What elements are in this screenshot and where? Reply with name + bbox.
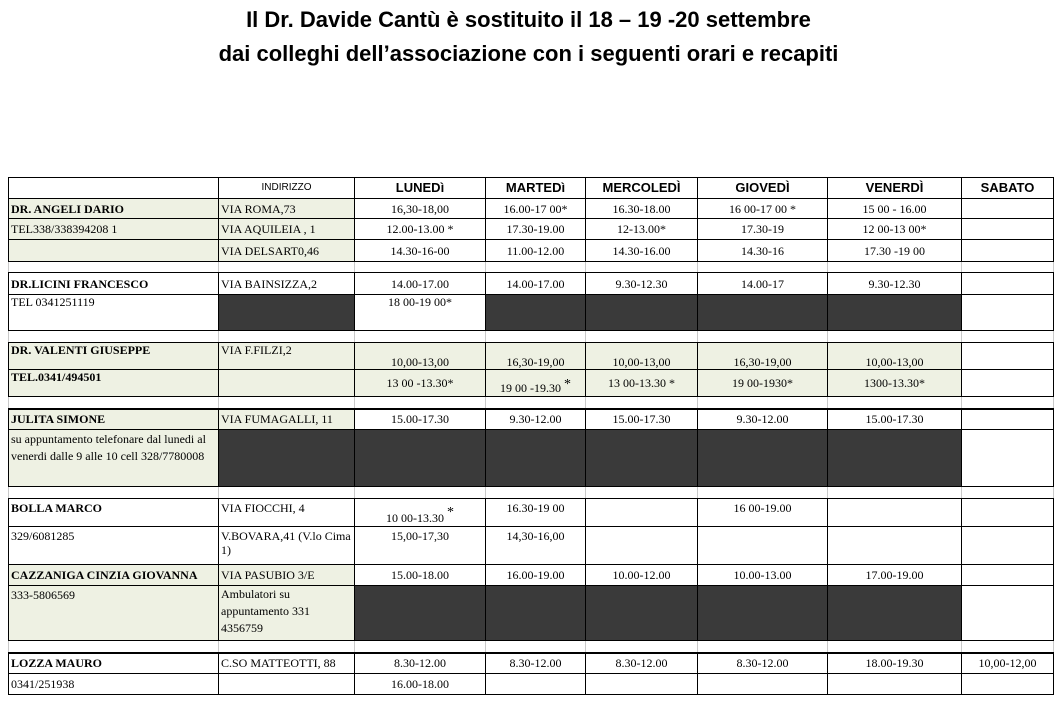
- hours-martedi: 14.00-17.00: [486, 273, 586, 295]
- shaded-cell: [828, 430, 962, 487]
- table-row: [9, 499, 1054, 527]
- doctor-name: DR. VALENTI GIUSEPPE: [9, 343, 219, 370]
- appointment-note: Ambulatori su appuntamento 331 4356759: [219, 586, 355, 641]
- spacer-row: [9, 487, 1054, 499]
- header-sabato: SABATO: [962, 178, 1054, 199]
- hours-lunedi: 8.30-12.00: [355, 653, 486, 674]
- hours-venerdi: 10,00-13,00: [828, 343, 962, 370]
- hours-mercoledi: 10.00-12.00: [586, 565, 698, 586]
- hours-lunedi: 14.30-16-00: [355, 240, 486, 262]
- doctor-phone: TEL.0341/494501: [9, 370, 219, 397]
- hours-giovedi: 14.30-16: [698, 240, 828, 262]
- shaded-cell: [486, 430, 586, 487]
- table-row: [9, 343, 1054, 370]
- header-martedi: MARTEDì: [486, 178, 586, 199]
- hours-venerdi: 17.00-19.00: [828, 565, 962, 586]
- hours-giovedi: [698, 527, 828, 565]
- shaded-cell: [698, 430, 828, 487]
- spacer-row: [9, 397, 1054, 409]
- table-row: [9, 586, 1054, 641]
- hours-martedi: 16.30-19 00: [486, 499, 586, 527]
- doctor-phone: 333-5806569: [9, 586, 219, 641]
- hours-lunedi: 18 00-19 00*: [355, 295, 486, 331]
- address: VIA AQUILEIA , 1: [219, 219, 355, 240]
- header-giovedi: GIOVEDÌ: [698, 178, 828, 199]
- empty-cell: [219, 370, 355, 397]
- hours-lunedi: 15.00-17.30: [355, 409, 486, 430]
- doctor-name: BOLLA MARCO: [9, 499, 219, 527]
- spacer-row: [9, 331, 1054, 343]
- hours-venerdi: [828, 674, 962, 695]
- address: VIA ROMA,73: [219, 199, 355, 219]
- hours-martedi: 17.30-19.00: [486, 219, 586, 240]
- hours-giovedi: 16 00-17 00 *: [698, 199, 828, 219]
- address: C.SO MATTEOTTI, 88: [219, 653, 355, 674]
- hours-text: 10 00-13.30: [386, 511, 444, 525]
- address: VIA BAINSIZZA,2: [219, 273, 355, 295]
- hours-mercoledi: [586, 499, 698, 527]
- hours-martedi: 16,30-19,00: [486, 343, 586, 370]
- table-row: [9, 219, 1054, 240]
- hours-mercoledi: [586, 527, 698, 565]
- header-lunedi: LUNEDì: [355, 178, 486, 199]
- doctor-name: JULITA SIMONE: [9, 409, 219, 430]
- spacer-row: [9, 641, 1054, 653]
- doctor-name: DR. ANGELI DARIO: [9, 199, 219, 219]
- hours-martedi: 16.00-19.00: [486, 565, 586, 586]
- hours-lunedi: 12.00-13.00 *: [355, 219, 486, 240]
- header-venerdi: VENERDÌ: [828, 178, 962, 199]
- header-indirizzo: INDIRIZZO: [219, 178, 355, 199]
- empty-cell: [219, 674, 355, 695]
- table-row: [9, 527, 1054, 565]
- doctor-phone: 0341/251938: [9, 674, 219, 695]
- hours-venerdi: [828, 527, 962, 565]
- hours-mercoledi: 9.30-12.30: [586, 273, 698, 295]
- hours-lunedi: [355, 499, 486, 527]
- hours-martedi: [486, 370, 586, 397]
- hours-mercoledi: 14.30-16.00: [586, 240, 698, 262]
- hours-lunedi: 16.00-18.00: [355, 674, 486, 695]
- hours-sabato: [962, 565, 1054, 586]
- hours-sabato: [962, 199, 1054, 219]
- address: VIA FIOCCHI, 4: [219, 499, 355, 527]
- schedule-table: [8, 177, 1054, 695]
- address: VIA DELSART0,46: [219, 240, 355, 262]
- hours-sabato: [962, 273, 1054, 295]
- asterisk-mark: *: [447, 505, 454, 520]
- shaded-cell: [586, 295, 698, 331]
- table-row: [9, 674, 1054, 695]
- shaded-cell: [219, 430, 355, 487]
- empty-cell: [9, 240, 219, 262]
- doctor-phone: TEL338/338394208 1: [9, 219, 219, 240]
- notice-title-line-1: Il Dr. Davide Cantù è sostituito il 18 – 19 -20 settembre: [246, 7, 811, 32]
- hours-venerdi: 9.30-12.30: [828, 273, 962, 295]
- hours-martedi: 8.30-12.00: [486, 653, 586, 674]
- hours-mercoledi: 12-13.00*: [586, 219, 698, 240]
- hours-venerdi: 1300-13.30*: [828, 370, 962, 397]
- hours-venerdi: 17.30 -19 00: [828, 240, 962, 262]
- hours-venerdi: 15.00-17.30: [828, 409, 962, 430]
- hours-giovedi: 9.30-12.00: [698, 409, 828, 430]
- shaded-cell: [828, 586, 962, 641]
- shaded-cell: [219, 295, 355, 331]
- shaded-cell: [698, 586, 828, 641]
- asterisk-mark: *: [564, 377, 571, 392]
- hours-lunedi: 15,00-17,30: [355, 527, 486, 565]
- hours-lunedi: 10,00-13,00: [355, 343, 486, 370]
- hours-mercoledi: 15.00-17.30: [586, 409, 698, 430]
- table-row: [9, 409, 1054, 430]
- hours-mercoledi: [586, 674, 698, 695]
- hours-martedi: 16.00-17 00*: [486, 199, 586, 219]
- hours-mercoledi: 16.30-18.00: [586, 199, 698, 219]
- hours-lunedi: 14.00-17.00: [355, 273, 486, 295]
- hours-sabato: [962, 499, 1054, 527]
- shaded-cell: [486, 295, 586, 331]
- doctor-name: DR.LICINI FRANCESCO: [9, 273, 219, 295]
- doctor-name: CAZZANIGA CINZIA GIOVANNA: [9, 565, 219, 586]
- hours-giovedi: 16,30-19,00: [698, 343, 828, 370]
- table-row: [9, 653, 1054, 674]
- address: V.BOVARA,41 (V.lo Cima 1): [219, 527, 355, 565]
- header-mercoledi: MERCOLEDÌ: [586, 178, 698, 199]
- hours-mercoledi: 8.30-12.00: [586, 653, 698, 674]
- hours-sabato: [962, 219, 1054, 240]
- hours-martedi: 14,30-16,00: [486, 527, 586, 565]
- hours-lunedi: 13 00 -13.30*: [355, 370, 486, 397]
- table-row: [9, 370, 1054, 397]
- hours-text: 19 00 -19.30: [500, 381, 561, 395]
- header-row: [9, 178, 1054, 199]
- doctor-phone: 329/6081285: [9, 527, 219, 565]
- hours-sabato: [962, 240, 1054, 262]
- hours-venerdi: 18.00-19.30: [828, 653, 962, 674]
- hours-sabato: [962, 295, 1054, 331]
- table-row: [9, 199, 1054, 219]
- hours-giovedi: 16 00-19.00: [698, 499, 828, 527]
- hours-mercoledi: 13 00-13.30 *: [586, 370, 698, 397]
- shaded-cell: [486, 586, 586, 641]
- table-row: [9, 565, 1054, 586]
- hours-sabato: [962, 527, 1054, 565]
- hours-lunedi: 15.00-18.00: [355, 565, 486, 586]
- hours-sabato: [962, 586, 1054, 641]
- shaded-cell: [355, 586, 486, 641]
- hours-giovedi: 14.00-17: [698, 273, 828, 295]
- appointment-note: su appuntamento telefonare dal lunedi al venerdi dalle 9 alle 10 cell 328/7780008: [9, 430, 219, 487]
- shaded-cell: [586, 430, 698, 487]
- hours-lunedi: 16,30-18,00: [355, 199, 486, 219]
- hours-giovedi: 8.30-12.00: [698, 653, 828, 674]
- table-row: [9, 295, 1054, 331]
- hours-venerdi: [828, 499, 962, 527]
- shaded-cell: [698, 295, 828, 331]
- hours-giovedi: 10.00-13.00: [698, 565, 828, 586]
- hours-martedi: 9.30-12.00: [486, 409, 586, 430]
- table-row: [9, 273, 1054, 295]
- hours-martedi: [486, 674, 586, 695]
- address: VIA F.FILZI,2: [219, 343, 355, 370]
- hours-sabato: [962, 409, 1054, 430]
- header-empty: [9, 178, 219, 199]
- hours-sabato: 10,00-12,00: [962, 653, 1054, 674]
- hours-mercoledi: 10,00-13,00: [586, 343, 698, 370]
- hours-sabato: [962, 674, 1054, 695]
- address: VIA PASUBIO 3/E: [219, 565, 355, 586]
- doctor-name: LOZZA MAURO: [9, 653, 219, 674]
- spacer-row: [9, 262, 1054, 273]
- shaded-cell: [355, 430, 486, 487]
- address: VIA FUMAGALLI, 11: [219, 409, 355, 430]
- table-row: [9, 240, 1054, 262]
- hours-giovedi: 17.30-19: [698, 219, 828, 240]
- doctor-phone: TEL 0341251119: [9, 295, 219, 331]
- table-row: [9, 430, 1054, 487]
- shaded-cell: [586, 586, 698, 641]
- hours-giovedi: 19 00-1930*: [698, 370, 828, 397]
- hours-sabato: [962, 430, 1054, 487]
- hours-venerdi: 12 00-13 00*: [828, 219, 962, 240]
- hours-martedi: 11.00-12.00: [486, 240, 586, 262]
- hours-sabato: [962, 343, 1054, 370]
- hours-venerdi: 15 00 - 16.00: [828, 199, 962, 219]
- hours-giovedi: [698, 674, 828, 695]
- shaded-cell: [828, 295, 962, 331]
- notice-title-line-2: dai colleghi dell’associazione con i seguenti orari e recapiti: [218, 41, 839, 66]
- hours-sabato: [962, 370, 1054, 397]
